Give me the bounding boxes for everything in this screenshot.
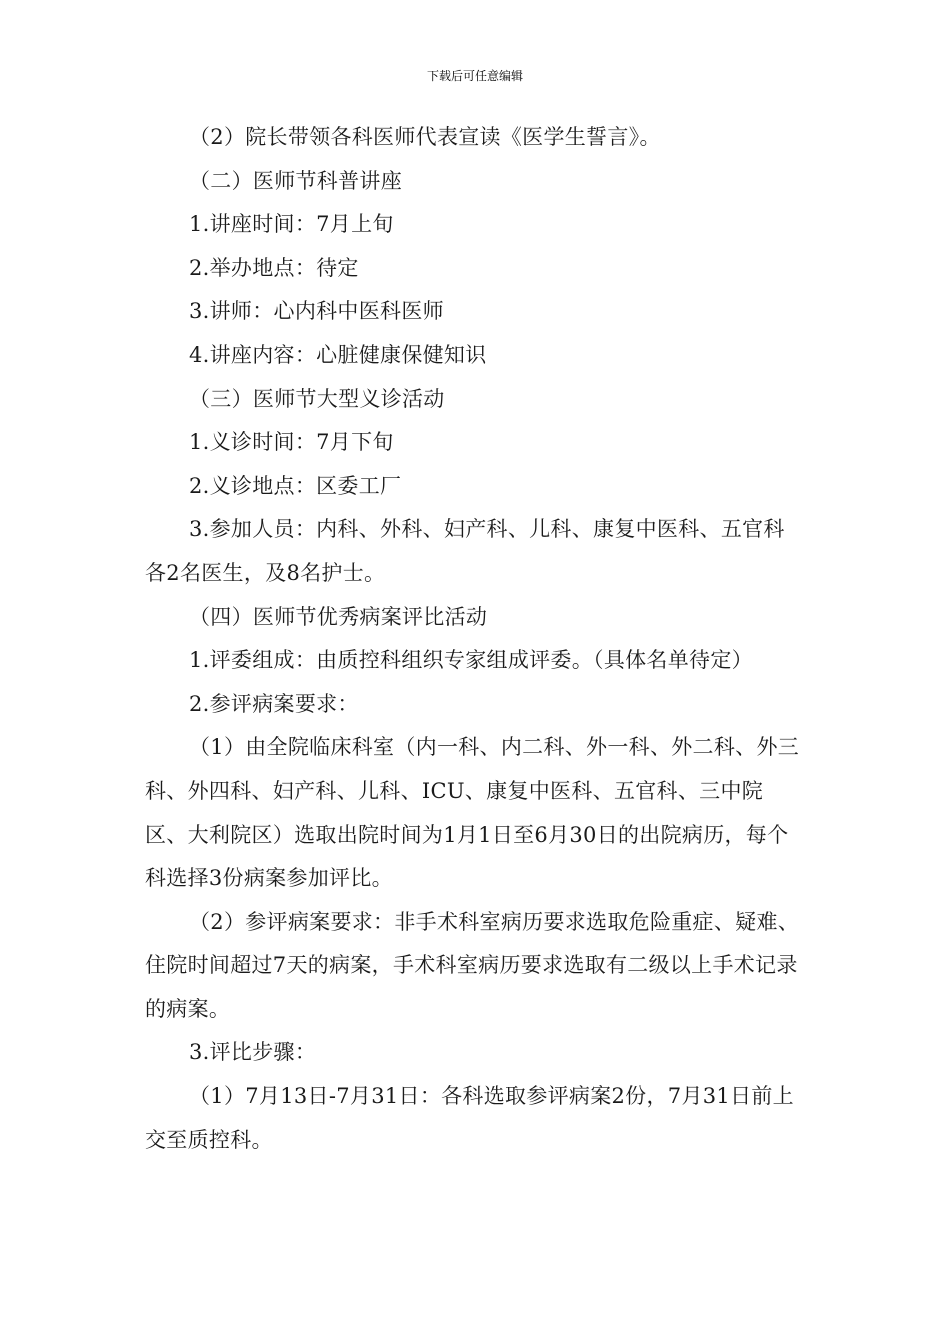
document-body [145, 116, 805, 1162]
paragraph: （2）参评病案要求：非手术科室病历要求选取危险重症、疑难、住院时间超过7天的病案，手术科室病历要求选取有二级以上手术记录的病案。 [145, 909, 800, 1021]
paragraph: 2.义诊地点：区委工厂 [189, 473, 402, 498]
page-header: 下载后可任意编辑 [426, 69, 523, 83]
paragraph: 3.讲师：心内科中医科医师 [189, 299, 444, 324]
paragraph: 2.举办地点：待定 [189, 255, 359, 280]
paragraph: 2.参评病案要求： [189, 691, 359, 716]
section-heading: （三）医师节大型义诊活动 [189, 386, 445, 411]
paragraph: （1）由全院临床科室（内一科、内二科、外一科、外二科、外三科、外四科、妇产科、儿科、ICU、康复中医科、五官科、三中院区、大利院区）选取出院时间为1月1日至6月30日的出院病历，每个科选择3份病案参加评比。 [145, 735, 800, 891]
paragraph: 3.参加人员：内科、外科、妇产科、儿科、康复中医科、五官科各2名医生，及8名护士。 [145, 517, 785, 585]
section-heading: （四）医师节优秀病案评比活动 [189, 604, 488, 629]
paragraph: （1）7月13日-7月31日：各科选取参评病案2份，7月31日前上交至质控科。 [145, 1084, 794, 1152]
paragraph: 1.讲座时间：7月上旬 [189, 212, 394, 237]
paragraph: 3.评比步骤： [189, 1040, 317, 1065]
section-heading: （二）医师节科普讲座 [189, 168, 402, 193]
paragraph: 4.讲座内容：心脏健康保健知识 [189, 342, 487, 367]
paragraph: （2）院长带领各科医师代表宣读《医学生誓言》。 [189, 125, 661, 149]
paragraph: 1.评委组成：由质控科组织专家组成评委。（具体名单待定） [189, 648, 753, 673]
paragraph: 1.义诊时间：7月下旬 [189, 430, 394, 455]
